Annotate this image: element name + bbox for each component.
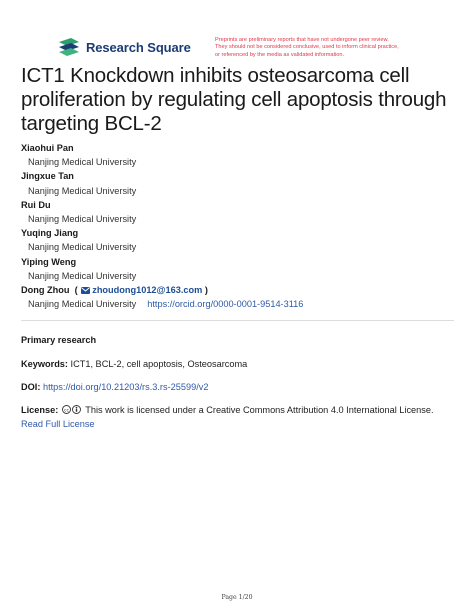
- corresponding-author: [21, 283, 303, 297]
- author-list: [21, 141, 303, 311]
- svg-text:cc: cc: [63, 408, 69, 414]
- research-square-logo[interactable]: [57, 38, 191, 56]
- read-full-license-link[interactable]: Read Full License: [21, 419, 95, 429]
- doi-row: [21, 381, 208, 394]
- preprint-disclaimer: [215, 37, 445, 59]
- section-divider: [21, 320, 454, 321]
- email-link[interactable]: [80, 285, 202, 295]
- read-license-row: [21, 418, 95, 431]
- doi-label: DOI:: [21, 382, 41, 392]
- close-paren: ): [204, 285, 208, 296]
- creative-commons-icon: [62, 405, 82, 414]
- corresponding-affiliation-row: [21, 297, 303, 311]
- disclaimer-line: They should not be considered conclusive, used to inform clinical practice,: [215, 44, 399, 51]
- orcid-link[interactable]: https://orcid.org/0000-0001-9514-3116: [147, 299, 304, 310]
- author-affiliation: Nanjing Medical University: [28, 214, 137, 225]
- author-affiliation: Nanjing Medical University: [28, 157, 137, 168]
- disclaimer-line: Preprints are preliminary reports that have not undergone peer review.: [215, 37, 389, 43]
- license-label: License:: [21, 405, 59, 415]
- page-number: Page 1/20: [221, 594, 253, 601]
- corresponding-author-name: Dong Zhou: [21, 285, 70, 296]
- author-affiliation: Nanjing Medical University: [28, 185, 137, 196]
- paper-title: ICT1 Knockdown inhibits osteosarcoma cell proliferation by regulating cell apoptosis through targeting BCL-2: [21, 64, 447, 135]
- author-affiliation: Nanjing Medical University: [28, 299, 137, 310]
- author-name: Xiaohui Pan: [21, 143, 74, 153]
- open-paren: (: [74, 285, 78, 296]
- author-affiliation: Nanjing Medical University: [28, 270, 137, 281]
- author-name: Rui Du: [21, 199, 51, 210]
- article-type: Primary research: [21, 335, 97, 345]
- disclaimer-line: or referenced by the media as validated information.: [215, 51, 345, 58]
- author-affiliation: Nanjing Medical University: [28, 242, 137, 253]
- doi-link[interactable]: https://doi.org/10.21203/rs.3.rs-25599/v2: [42, 382, 209, 392]
- keywords-value: ICT1, BCL-2, cell apoptosis, Osteosarcoma: [70, 359, 248, 369]
- license-text: This work is licensed under a Creative Commons Attribution 4.0 International License.: [85, 405, 434, 415]
- author-name: Yiping Weng: [21, 256, 77, 267]
- keywords-label: Keywords:: [21, 359, 68, 369]
- envelope-icon: [81, 287, 90, 294]
- author-name: Jingxue Tan: [21, 171, 74, 182]
- license-row: [21, 404, 434, 417]
- email-address: zhoudong1012@163.com: [92, 285, 203, 296]
- keywords-row: [21, 358, 247, 371]
- research-square-logo-icon: [57, 38, 81, 56]
- author-name: Yuqing Jiang: [21, 228, 79, 239]
- logo-text: Research Square: [86, 39, 191, 55]
